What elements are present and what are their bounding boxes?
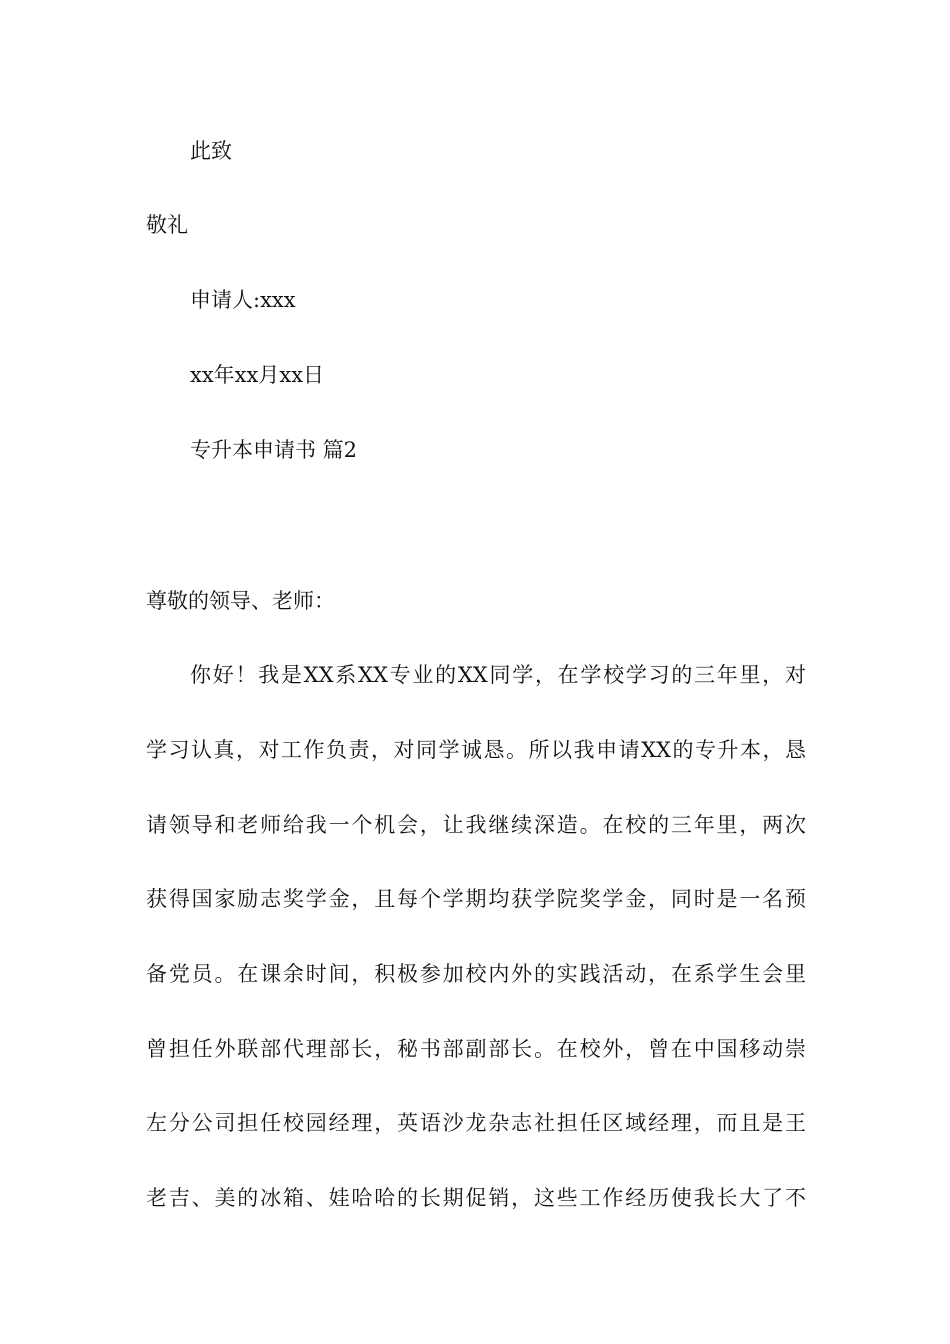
- closing-salutation-1: 此致: [190, 139, 232, 163]
- body-line: 获得国家励志奖学金，且每个学期均获学院奖学金，同时是一名预: [146, 887, 806, 911]
- section-title: 专升本申请书 篇2: [190, 438, 358, 462]
- letter-greeting: 尊敬的领导、老师：: [146, 589, 335, 613]
- closing-salutation-2: 敬礼: [146, 213, 188, 237]
- body-line: 你好！我是XX系XX专业的XX同学，在学校学习的三年里，对: [190, 663, 806, 687]
- body-line: 左分公司担任校园经理，英语沙龙杂志社担任区域经理，而且是王: [146, 1111, 806, 1135]
- letter-date: xx年xx月xx日: [190, 363, 325, 387]
- applicant-signature: 申请人:xxx: [190, 288, 296, 312]
- body-line: 曾担任外联部代理部长，秘书部副部长。在校外，曾在中国移动崇: [146, 1037, 806, 1061]
- body-line: 老吉、美的冰箱、娃哈哈的长期促销，这些工作经历使我长大了不: [146, 1186, 806, 1210]
- body-line: 备党员。在课余时间，积极参加校内外的实践活动，在系学生会里: [146, 962, 806, 986]
- body-line: 学习认真，对工作负责，对同学诚恳。所以我申请XX的专升本，恳: [146, 738, 806, 762]
- body-line: 请领导和老师给我一个机会，让我继续深造。在校的三年里，两次: [146, 813, 806, 837]
